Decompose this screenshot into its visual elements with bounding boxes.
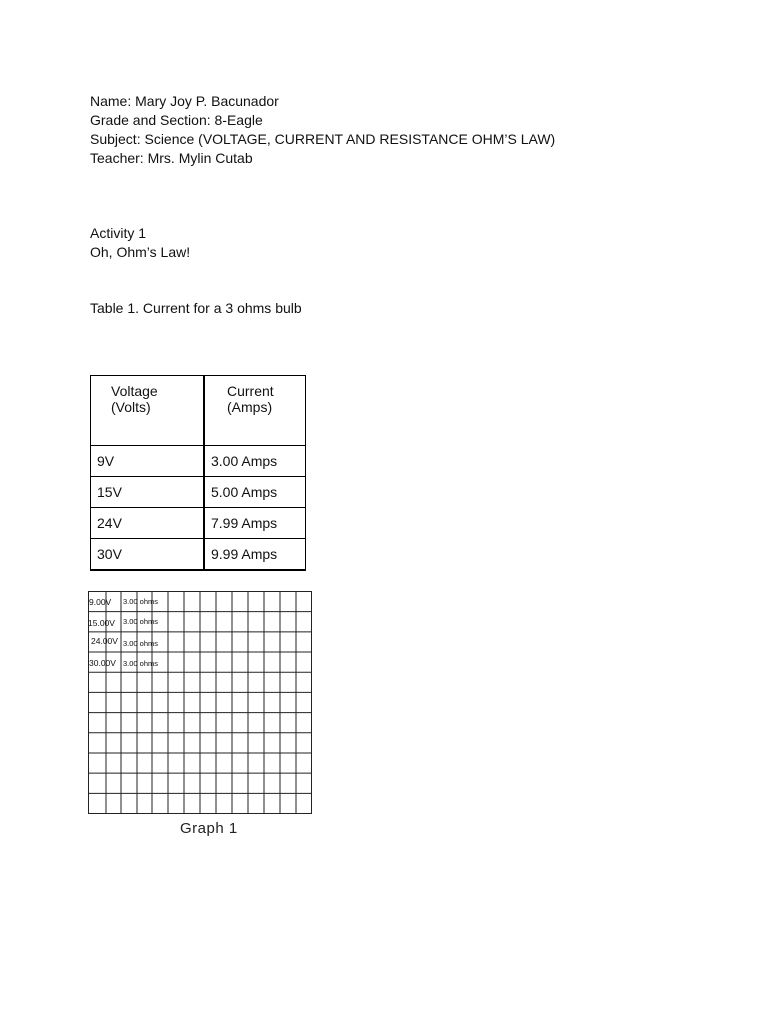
header-voltage-line1: Voltage	[111, 383, 158, 399]
graph-voltage-label: 15.00V	[88, 618, 115, 628]
header-current-line1: Current	[227, 383, 274, 399]
current-cell: 7.99 Amps	[204, 508, 306, 539]
header-current	[204, 376, 306, 446]
table-row	[91, 477, 306, 508]
table-row	[91, 508, 306, 539]
voltage-cell: 30V	[91, 539, 205, 571]
current-cell: 3.00 Amps	[204, 446, 306, 477]
graph-grid	[88, 591, 312, 814]
voltage-cell: 9V	[91, 446, 205, 477]
ohms-law-table	[90, 375, 306, 571]
graph-resistance-label: 3.00 ohms	[123, 597, 159, 606]
grade-section: Grade and Section: 8-Eagle	[90, 112, 263, 128]
activity-title: Oh, Ohm’s Law!	[90, 244, 191, 260]
graph-caption: Graph 1	[180, 820, 238, 837]
graph-voltage-label: 30.00V	[89, 658, 116, 668]
table-row	[91, 446, 306, 477]
graph-resistance-label: 3.00 ohms	[123, 659, 159, 668]
current-cell: 9.99 Amps	[204, 539, 306, 571]
teacher: Teacher: Mrs. Mylin Cutab	[90, 150, 253, 166]
activity-number: Activity 1	[90, 225, 147, 241]
table-caption: Table 1. Current for a 3 ohms bulb	[90, 300, 302, 316]
header-current-line2: (Amps)	[227, 399, 273, 415]
graph-voltage-label: 9.00V	[89, 597, 112, 607]
graph-resistance-label: 3.00 ohms	[123, 639, 159, 648]
graph-voltage-label: 24.00V	[91, 636, 118, 646]
graph-resistance-label: 3.00 ohms	[123, 617, 159, 626]
voltage-cell: 24V	[91, 508, 205, 539]
subject: Subject: Science (VOLTAGE, CURRENT AND RESISTANCE OHM’S LAW)	[90, 131, 556, 147]
voltage-cell: 15V	[91, 477, 205, 508]
table-row	[91, 539, 306, 571]
header-voltage-line2: (Volts)	[111, 399, 151, 415]
header-voltage	[91, 376, 205, 446]
student-name: Name: Mary Joy P. Bacunador	[90, 93, 279, 109]
table-header-row	[91, 376, 306, 446]
current-cell: 5.00 Amps	[204, 477, 306, 508]
